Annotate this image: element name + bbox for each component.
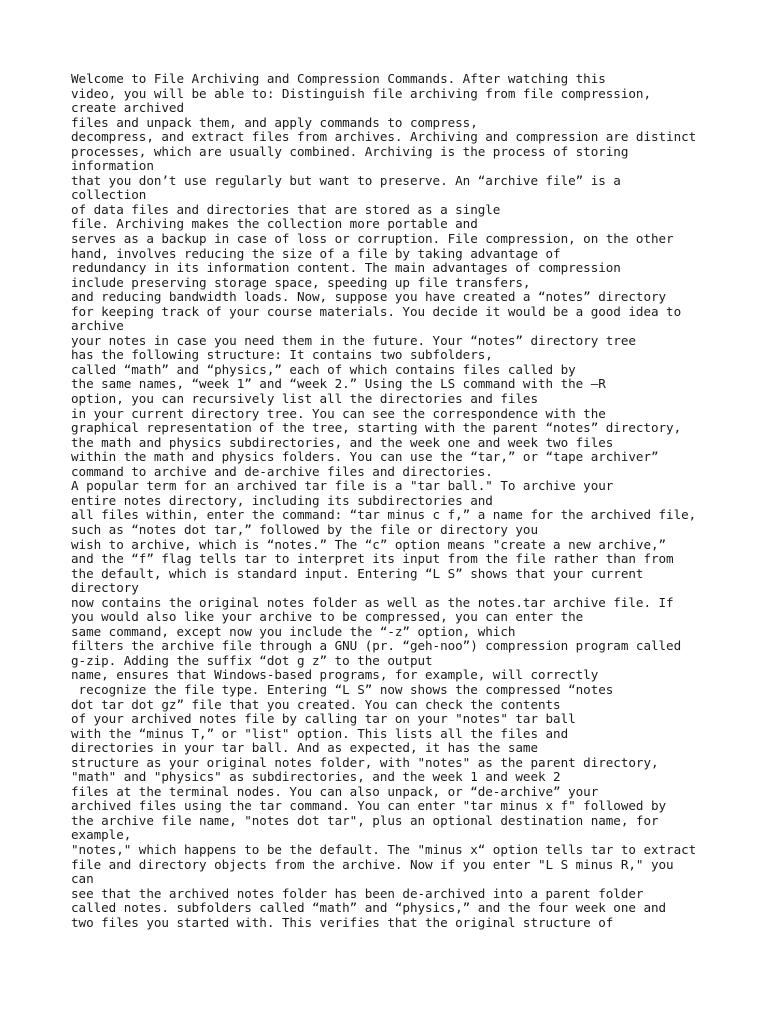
- text-line: name, ensures that Windows-based programs, for example, will correctly: [71, 667, 599, 683]
- text-line: recognize the file type. Entering “L S” now shows the compressed “notes: [71, 681, 614, 697]
- text-line: files and unpack them, and apply commands to compress,: [71, 114, 478, 130]
- text-line: two files you started with. This verifies that the original structure of: [71, 914, 614, 930]
- text-line: include preserving storage space, speeding up file transfers,: [71, 274, 531, 290]
- text-line: redundancy in its information content. The main advantages of compression: [71, 260, 621, 276]
- text-line: such as “notes dot tar,” followed by the file or directory you: [71, 521, 538, 537]
- text-line: all files within, enter the command: “tar minus c f,” a name for the archived file,: [71, 507, 697, 523]
- text-line: structure as your original notes folder, with "notes" as the parent directory,: [71, 754, 659, 770]
- text-line: of data files and directories that are stored as a single: [71, 201, 501, 217]
- text-line: that you don’t use regularly but want to preserve. An “archive file” is a: [71, 172, 621, 188]
- text-line: "math" and "physics" as subdirectories, and the week 1 and week 2: [71, 769, 561, 785]
- text-line: information: [71, 158, 154, 174]
- text-line: has the following structure: It contains two subfolders,: [71, 347, 493, 363]
- text-line: filters the archive file through a GNU (pr. “geh-noo”) compression program called: [71, 638, 682, 654]
- text-line: file. Archiving makes the collection more portable and: [71, 216, 478, 232]
- text-line: example,: [71, 827, 132, 843]
- text-line: can: [71, 871, 94, 887]
- text-line: option, you can recursively list all the directories and files: [71, 391, 538, 407]
- text-line: archive: [71, 318, 124, 334]
- text-line: called “math” and “physics,” each of which contains files called by: [71, 361, 576, 377]
- text-line: Welcome to File Archiving and Compression Commands. After watching this: [71, 71, 606, 86]
- text-line: g-zip. Adding the suffix “dot g z” to the output: [71, 652, 433, 668]
- text-line: graphical representation of the tree, starting with the parent “notes” directory,: [71, 420, 682, 436]
- text-line: your notes in case you need them in the future. Your “notes” directory tree: [71, 332, 636, 348]
- text-line: the archive file name, "notes dot tar", plus an optional destination name, for: [71, 812, 659, 828]
- text-line: within the math and physics folders. You can use the “tar,” or “tape archiver”: [71, 449, 659, 465]
- text-line: the default, which is standard input. Entering “L S” shows that your current: [71, 565, 644, 581]
- text-line: create archived: [71, 100, 184, 116]
- text-line: same command, except now you include the “-z” option, which: [71, 623, 516, 639]
- text-line: now contains the original notes folder as well as the notes.tar archive file. If: [71, 594, 674, 610]
- text-line: wish to archive, which is “notes.” The “c” option means "create a new archive,”: [71, 536, 667, 552]
- text-line: A popular term for an archived tar file is a "tar ball." To archive your: [71, 478, 614, 494]
- text-line: processes, which are usually combined. Archiving is the process of storing: [71, 143, 629, 159]
- text-line: files at the terminal nodes. You can also unpack, or “de-archive” your: [71, 783, 599, 799]
- text-line: dot tar dot gz” file that you created. You can check the contents: [71, 696, 561, 712]
- text-line: you would also like your archive to be compressed, you can enter the: [71, 609, 584, 625]
- text-line: "notes," which happens to be the default. The "minus x“ option tells tar to extract: [71, 841, 697, 857]
- text-line: and the “f” flag tells tar to interpret its input from the file rather than from: [71, 551, 674, 567]
- text-line: file and directory objects from the archive. Now if you enter "L S minus R," you: [71, 856, 674, 872]
- text-line: serves as a backup in case of loss or corruption. File compression, on the other: [71, 231, 674, 247]
- text-line: hand, involves reducing the size of a file by taking advantage of: [71, 245, 561, 261]
- text-line: called notes. subfolders called “math” and “physics,” and the four week one and: [71, 900, 667, 916]
- text-line: of your archived notes file by calling tar on your "notes" tar ball: [71, 711, 576, 727]
- text-line: the math and physics subdirectories, and the week one and week two files: [71, 434, 614, 450]
- text-line: directory: [71, 580, 139, 596]
- text-line: decompress, and extract files from archives. Archiving and compression are distinct: [71, 129, 697, 145]
- text-line: entire notes directory, including its subdirectories and: [71, 492, 493, 508]
- text-line: and reducing bandwidth loads. Now, suppose you have created a “notes” directory: [71, 289, 667, 305]
- text-line: see that the archived notes folder has been de-archived into a parent folder: [71, 885, 644, 901]
- transcript-text: [71, 72, 721, 930]
- text-line: collection: [71, 187, 147, 203]
- text-line: for keeping track of your course materials. You decide it would be a good idea to: [71, 303, 682, 319]
- text-line: in your current directory tree. You can see the correspondence with the: [71, 405, 606, 421]
- text-line: video, you will be able to: Distinguish file archiving from file compression,: [71, 85, 651, 101]
- text-line: with the “minus T,” or "list" option. This lists all the files and: [71, 725, 569, 741]
- text-line: the same names, “week 1” and “week 2.” Using the LS command with the –R: [71, 376, 606, 392]
- text-line: directories in your tar ball. And as expected, it has the same: [71, 740, 538, 756]
- text-line: command to archive and de-archive files and directories.: [71, 463, 493, 479]
- text-line: archived files using the tar command. You can enter "tar minus x f" followed by: [71, 798, 667, 814]
